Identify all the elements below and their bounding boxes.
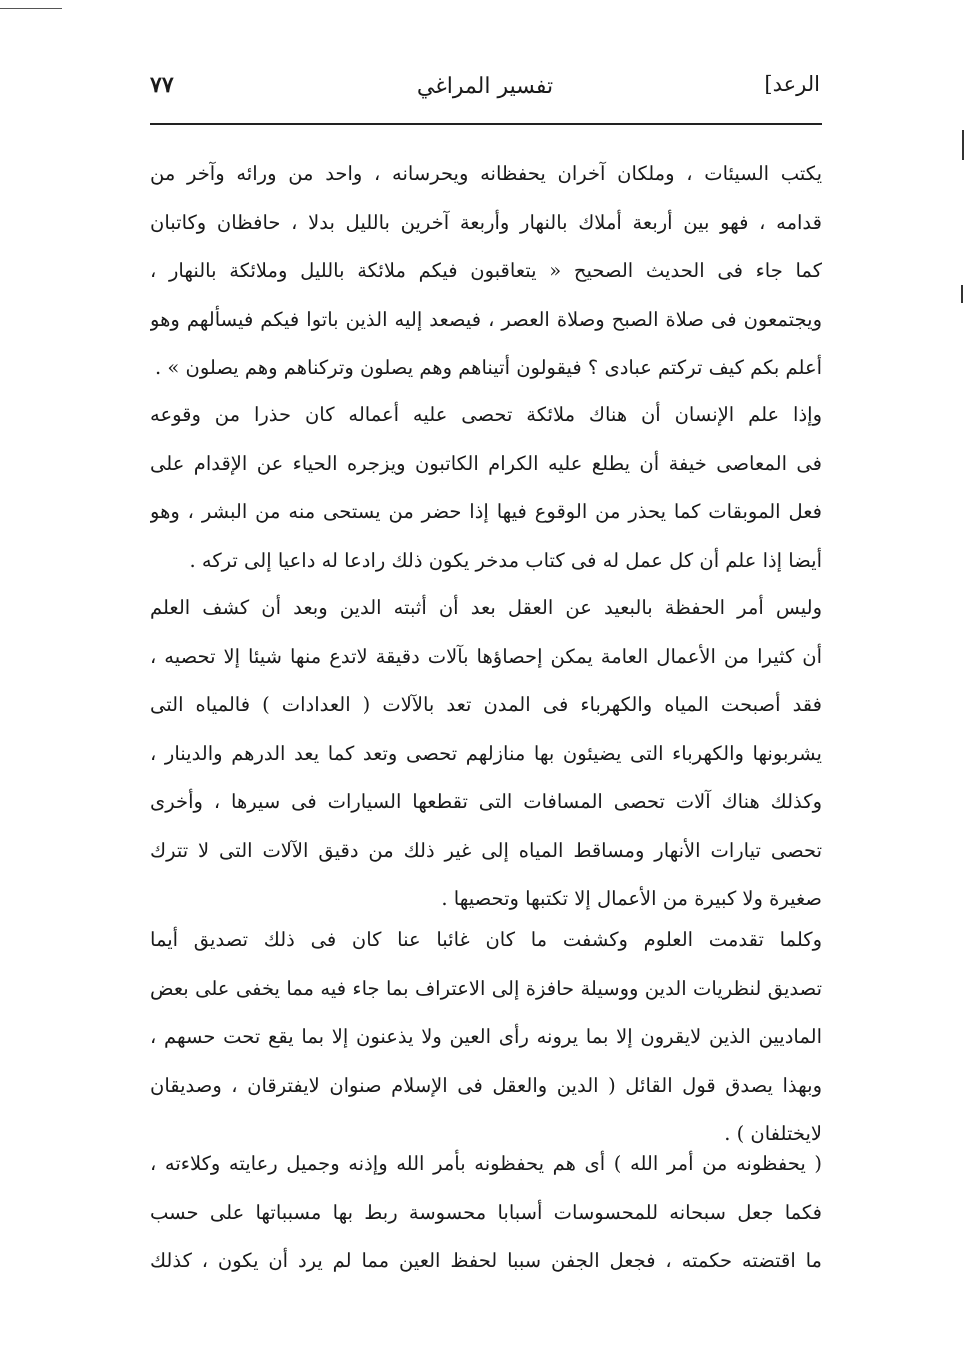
text-line: وإذا علم الإنسان أن هناك ملائكة تحصى عليه أعماله كان حذرا من وقوعه <box>150 403 822 426</box>
text-line: وليس أمر الحفظة بالبعيد عن العقل بعد أن أثبته الدين وبعد أن كشف العلم <box>150 596 822 619</box>
scan-artifact <box>962 130 964 160</box>
text-line: الماديين الذين لايقرون إلا بما يرونه رأى العين ولا يذعنون إلا بما يقع تحت حسهم ، <box>150 1025 822 1048</box>
paragraph <box>150 391 822 585</box>
text-line: وكلما تقدمت العلوم وكشفت ما كان غائبا عنا كان فى ذلك تصديق أيما <box>150 928 822 951</box>
page-number: ٧٧ <box>150 72 174 98</box>
text-line: فكما جعل سبحانه للمحسوسات أسبابا محسوسة ربط بها مسبباتها على حسب <box>150 1200 822 1224</box>
scan-artifact <box>961 285 963 303</box>
text-line: قدامه ، فهو بين أربعة أملاك بالنهار وأربعة آخرين بالليل بدلا ، حافظان وكاتبان <box>150 210 822 234</box>
text-line: ما اقتضته حكمته ، فجعل الجفن سببا لحفظ العين مما لم يرد أن يكون ، كذلك <box>150 1249 822 1272</box>
text-line: أيضا إذا علم أن كل عمل له فى كتاب مدخر يكون ذلك رادعا له داعيا إلى تركه . <box>189 548 822 572</box>
text-line: فقد أصبحت المياه والكهرباء فى المدن تعد بالآلات ( العدادات ) فالمياه التى <box>150 693 822 716</box>
scan-artifact <box>0 8 62 9</box>
text-line: فى المعاصى خيفة أن يطلع عليه الكرام الكاتبون ويزجره الحياء عن الإقدام على <box>150 451 822 475</box>
page-header <box>150 62 820 118</box>
text-line: تصديق لنظريات الدين ووسيلة حافزة إلى الاعتراف بما جاء فيه مما يخفى على بعض <box>150 976 822 1000</box>
text-line: صغيرة ولا كبيرة من الأعمال إلا تكتبها وتحصيها . <box>441 887 822 910</box>
paragraph <box>150 584 822 924</box>
running-head-surah: الرعد] <box>764 72 820 96</box>
text-line: لايختلفان ) . <box>724 1122 822 1145</box>
paragraph <box>150 150 822 393</box>
text-line: وكذلك هناك آلات تحصى المسافات التى تقطعها السيارات فى سيرها ، وأخرى <box>150 790 822 813</box>
text-line: فعل الموبقات كما يحذر من الوقوع فيها إذا حضر من يستحى منه من البشر ، وهو <box>150 500 822 523</box>
running-head-title: تفسير المراغي <box>416 74 554 99</box>
paragraph <box>150 1140 822 1286</box>
text-line: أن كثيرا من الأعمال العامة يمكن إحصاؤها بآلات دقيقة لاتدع منها شيئا إلا تحصيه ، <box>150 644 822 668</box>
paragraph <box>150 916 822 1159</box>
header-rule <box>150 123 822 125</box>
text-line: يكتب السيئات ، وملكان آخران يحفظانه ويحرسانه ، واحد من ورائه وآخر من <box>150 162 822 185</box>
text-line: ( يحفظونه من أمر الله ) أى هم يحفظونه بأمر الله وإذنه وجميل رعايته وكلاءته ، <box>150 1152 822 1175</box>
text-line: أعلم بكم كيف تركتم عبادى ؟ فيقولون أتيناهم وهم يصلون وتركناهم وهم يصلون » . <box>154 356 822 379</box>
text-line: تحصى تيارات الأنهار ومساقط المياه إلى غير ذلك من دقيق الآلات التى لا تترك <box>150 838 822 862</box>
text-line: يشربونها والكهرباء التى يضيئون بها منازلهم تحصى وتعد كما يعد الدرهم والدينار ، <box>150 741 822 765</box>
text-line: ويجتمعون فى صلاة الصبح وصلاة العصر ، فيصعد إليه الذين باتوا فيكم فيسألهم وهو <box>150 307 822 331</box>
text-line: وبهذا يصدق قول القائل ( الدين والعقل فى الإسلام صنوان لايفترقان ، وصديقان <box>150 1073 822 1097</box>
text-line: كما جاء فى الحديث الصحيح « يتعاقبون فيكم ملائكة بالليل وملائكة بالنهار ، <box>150 259 822 282</box>
